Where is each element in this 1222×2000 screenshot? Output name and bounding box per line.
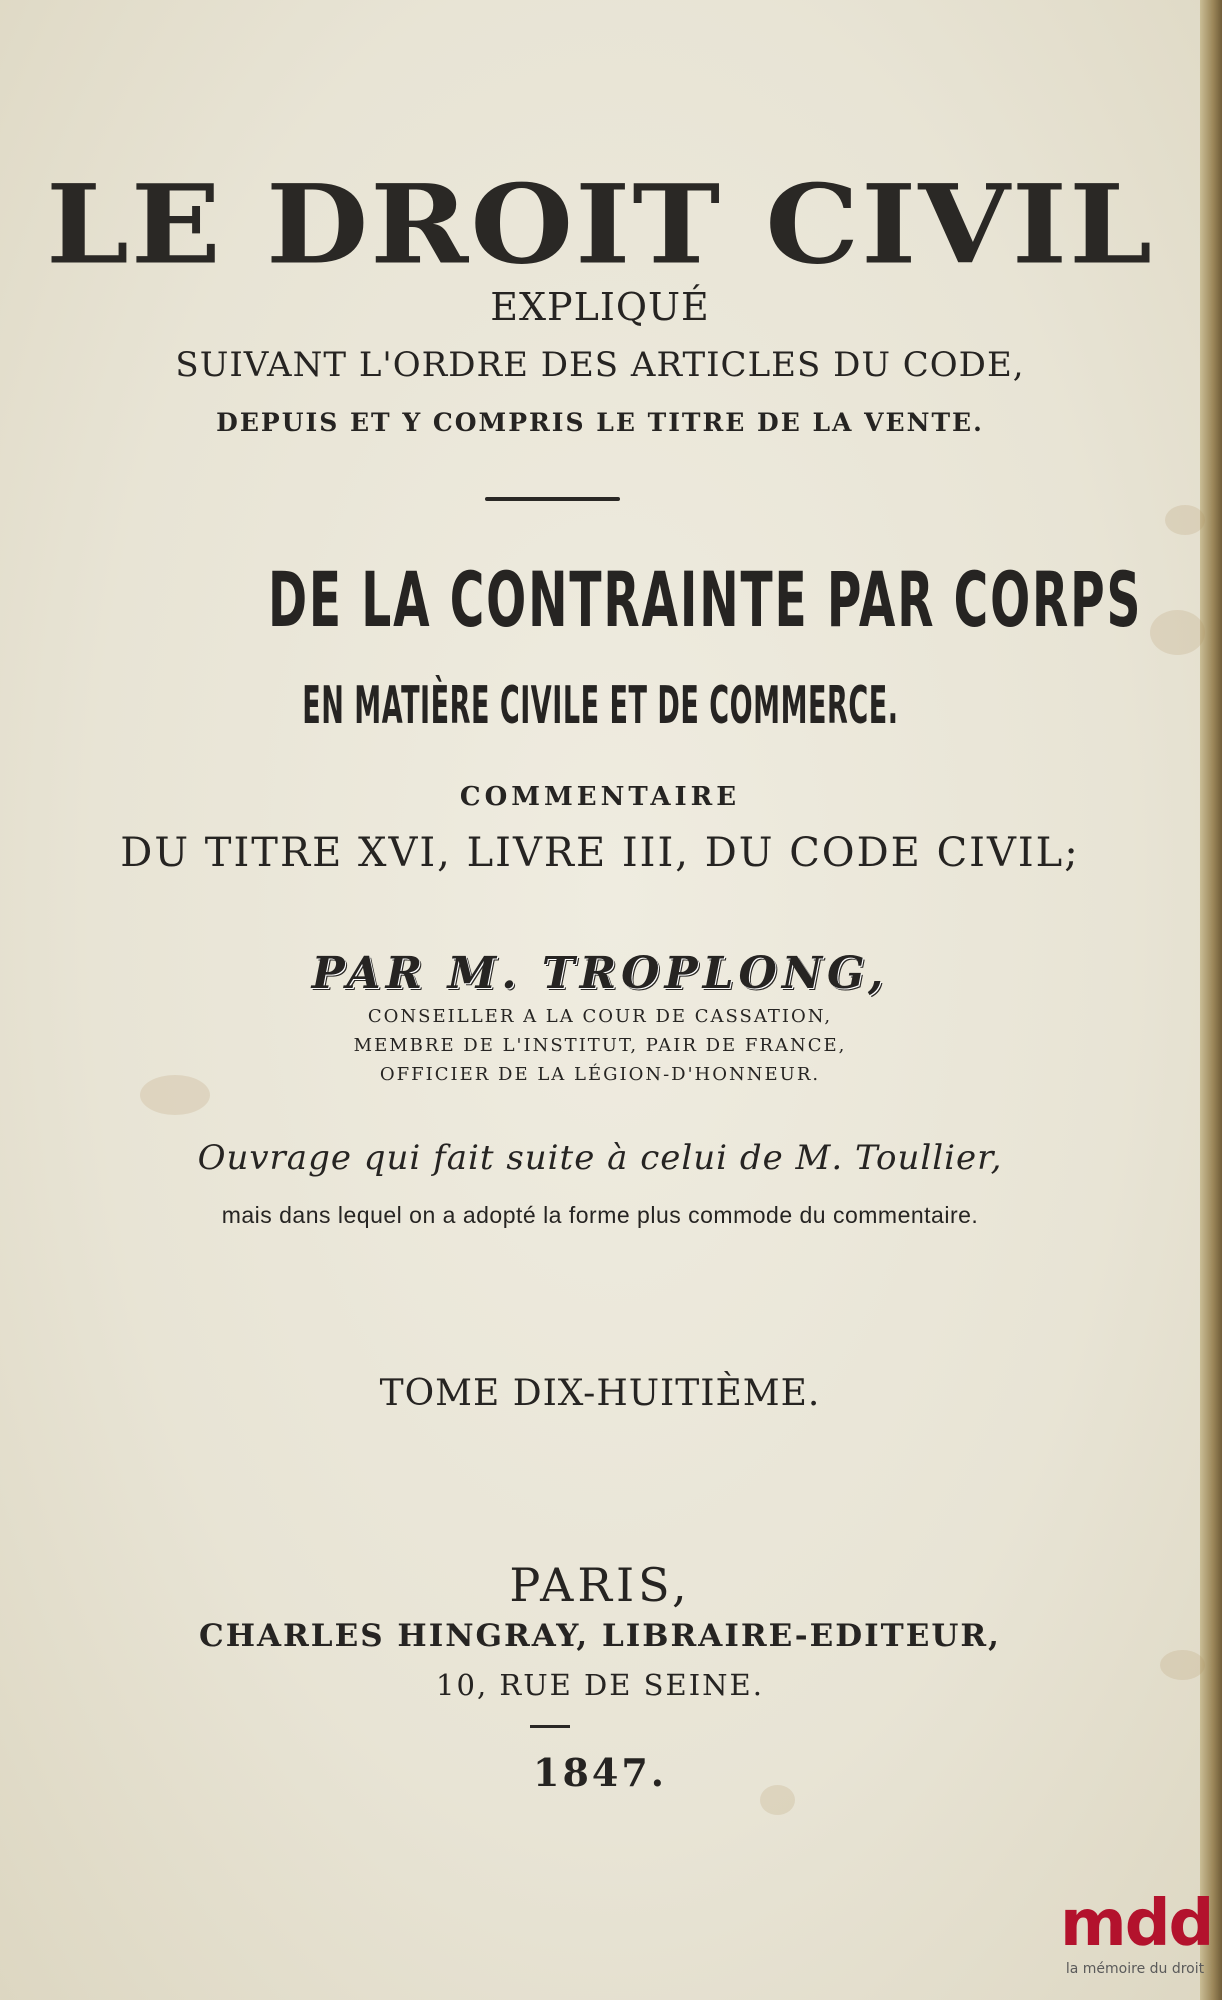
section-heading-text: DE LA CONTRAINTE PAR CORPS	[267, 555, 1143, 644]
mdd-logo-mark: mdd	[1060, 1887, 1213, 1961]
commentary-label: COMMENTAIRE	[459, 782, 741, 812]
author-qualification: CONSEILLER A LA COUR DE CASSATION,	[367, 1006, 833, 1027]
series-note: Ouvrage qui fait suite à celui de M. Toullier,	[197, 1138, 1003, 1178]
section-subheading-text: EN MATIÈRE CIVILE ET DE COMMERCE.	[301, 676, 899, 736]
book-title: LE DROIT CIVIL	[45, 160, 1155, 289]
foxing-stain	[1165, 505, 1205, 535]
subtitle-line-2: SUIVANT L'ORDRE DES ARTICLES DU CODE,	[175, 345, 1025, 385]
commentary-scope: DU TITRE XVI, LIVRE III, DU CODE CIVIL;	[120, 830, 1080, 876]
book-spine-edge	[1200, 0, 1222, 2000]
imprint-divider	[530, 1725, 570, 1728]
author-qualification: OFFICIER DE LA LÉGION-D'HONNEUR.	[379, 1064, 821, 1085]
volume-label: TOME DIX-HUITIÈME.	[379, 1373, 821, 1414]
imprint-address: 10, RUE DE SEINE.	[436, 1668, 764, 1702]
imprint-year: 1847.	[533, 1750, 667, 1795]
imprint-city: PARIS,	[509, 1558, 691, 1612]
subtitle-line-3: DEPUIS ET Y COMPRIS LE TITRE DE LA VENTE.	[216, 408, 984, 437]
imprint-publisher: CHARLES HINGRAY, LIBRAIRE-EDITEUR,	[199, 1618, 1001, 1654]
subtitle-line-1: EXPLIQUÉ	[490, 285, 710, 329]
mdd-logo-caption: la mémoire du droit	[1065, 1961, 1205, 1977]
author-qualification: MEMBRE DE L'INSTITUT, PAIR DE FRANCE,	[353, 1035, 847, 1056]
mdd-logo	[1060, 1887, 1213, 1999]
series-note-detail: mais dans lequel on a adopté la forme plus commode du commentaire.	[221, 1202, 979, 1228]
author-byline	[0, 948, 1200, 999]
author-byline-text: PAR M. TROPLONG,	[311, 948, 889, 999]
divider-rule	[485, 497, 620, 501]
section-heading	[0, 555, 1200, 644]
section-subheading	[0, 676, 1200, 736]
